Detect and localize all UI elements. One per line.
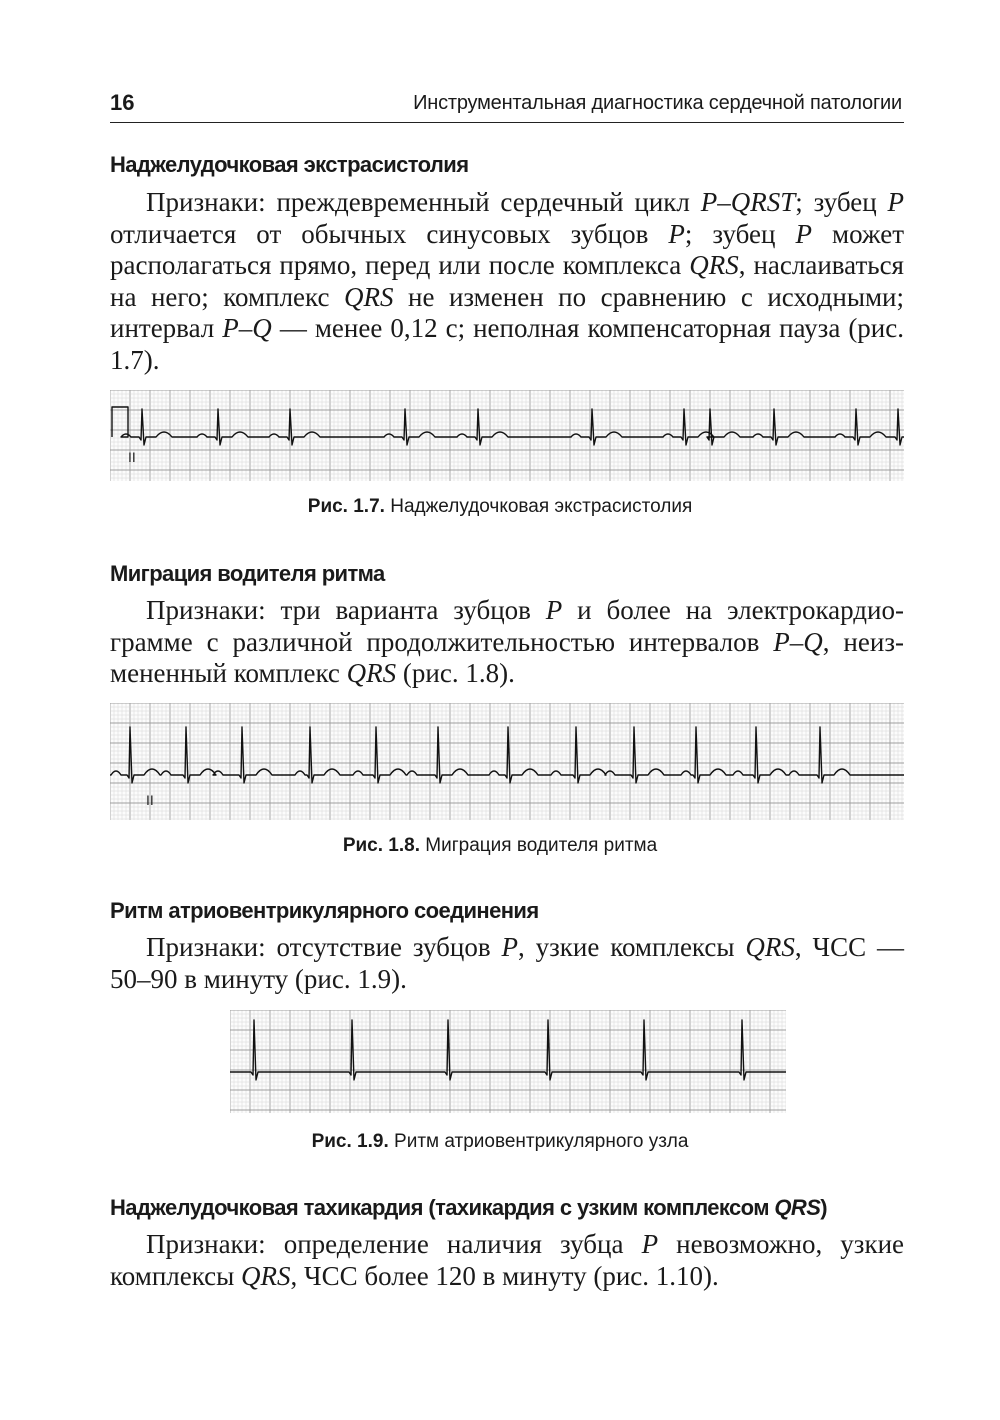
italic-term: P bbox=[545, 595, 563, 625]
caption-number: Рис. 1.9. bbox=[311, 1131, 389, 1152]
ecg-strip-1-7 bbox=[110, 390, 904, 481]
italic-term: P bbox=[641, 1229, 659, 1259]
figure-caption-1-9 bbox=[0, 1131, 1000, 1153]
section-paragraph-av-rhythm bbox=[110, 932, 904, 995]
text-run: , неизмененный комплекс bbox=[110, 626, 904, 688]
figure-caption-1-7 bbox=[0, 496, 1000, 518]
running-head bbox=[110, 88, 904, 123]
italic-term: QRS bbox=[745, 932, 795, 962]
text-run: Признаки: три варианта зубцов bbox=[146, 595, 546, 625]
ecg-grid bbox=[230, 1010, 786, 1113]
text-run: Признаки: отсутствие зубцов bbox=[146, 932, 502, 962]
italic-term: P–Q bbox=[773, 626, 823, 657]
text-run: , ЧСС более 120 в минуту (рис. 1.10). bbox=[290, 1260, 719, 1291]
text-run: — менее 0,12 с; неполная компенсаторная пауза (рис. 1.7). bbox=[110, 313, 904, 375]
italic-term: P–QRST bbox=[700, 187, 796, 217]
ecg-strip-1-9 bbox=[230, 1010, 786, 1113]
lead-label: II bbox=[128, 449, 136, 465]
italic-term: QRS bbox=[343, 281, 394, 312]
section-heading-av-rhythm: Ритм атриовентрикулярного соединения bbox=[110, 898, 539, 923]
italic-term: P bbox=[668, 218, 685, 249]
caption-number: Рис. 1.8. bbox=[342, 835, 420, 856]
section-paragraph-pacemaker-migration bbox=[110, 595, 904, 690]
section-paragraph-svt-extrasystole bbox=[110, 187, 904, 376]
text-run: может располагаться прямо, перед или после комплекса bbox=[110, 218, 904, 280]
lead-label: II bbox=[146, 792, 154, 808]
text-run: (рис. 1.8). bbox=[396, 658, 515, 688]
italic-term: P bbox=[795, 218, 812, 249]
ecg-strip-1-8 bbox=[110, 703, 904, 820]
text-run: не изменен по сравнению с исходными; интервал bbox=[110, 281, 904, 343]
italic-term: P bbox=[501, 932, 518, 962]
italic-term: P bbox=[887, 187, 905, 217]
caption-text: Наджелудочковая экстрасистолия bbox=[384, 496, 693, 517]
text-run: , наслаиваться на него; комплекс bbox=[110, 250, 904, 312]
heading-text: Наджелудочковая тахикардия (тахикардия с узким комплексом bbox=[110, 1195, 775, 1220]
text-run: ; зубец bbox=[795, 187, 888, 217]
heading-end: ) bbox=[820, 1195, 828, 1220]
italic-term: QRS bbox=[346, 658, 397, 688]
caption-text: Ритм атриовентрикулярного узла bbox=[388, 1131, 689, 1152]
text-run: и более на электрокардиограмме с различной продолжительностью интервалов bbox=[110, 595, 904, 657]
italic-term: P–Q bbox=[222, 313, 272, 343]
caption-text: Миграция водителя ритма bbox=[420, 835, 658, 856]
ecg-figure-1-7 bbox=[110, 390, 904, 481]
italic-term: QRS bbox=[689, 250, 739, 280]
text-run: Признаки: преждевременный сердечный цикл bbox=[146, 187, 701, 217]
text-run: отличается от обычных синусовых зубцов bbox=[110, 218, 669, 249]
figure-caption-1-8 bbox=[0, 835, 1000, 857]
text-run: , ЧСС — 50–90 в минуту (рис. 1.9). bbox=[110, 932, 904, 994]
heading-italic: QRS bbox=[774, 1195, 821, 1220]
caption-number: Рис. 1.7. bbox=[307, 496, 385, 517]
italic-term: QRS bbox=[241, 1260, 291, 1291]
section-heading-svt-tachycardia bbox=[110, 1195, 827, 1221]
text-run: невозможно, узкие комплексы bbox=[110, 1229, 904, 1291]
section-heading-pacemaker-migration: Миграция водителя ритма bbox=[110, 561, 385, 586]
ecg-figure-1-9 bbox=[230, 1010, 786, 1113]
section-heading-svt-extrasystole: Наджелудочковая экстрасистолия bbox=[110, 152, 469, 177]
text-run: Признаки: определение наличия зубца bbox=[146, 1229, 642, 1259]
running-title: Инструментальная диагностика сердечной патологии bbox=[413, 92, 902, 114]
section-paragraph-svt-tachycardia bbox=[110, 1229, 904, 1292]
ecg-figure-1-8 bbox=[110, 703, 904, 820]
page-number: 16 bbox=[110, 90, 135, 115]
text-run: ; зубец bbox=[684, 218, 796, 249]
text-run: , узкие комплексы bbox=[517, 932, 746, 962]
